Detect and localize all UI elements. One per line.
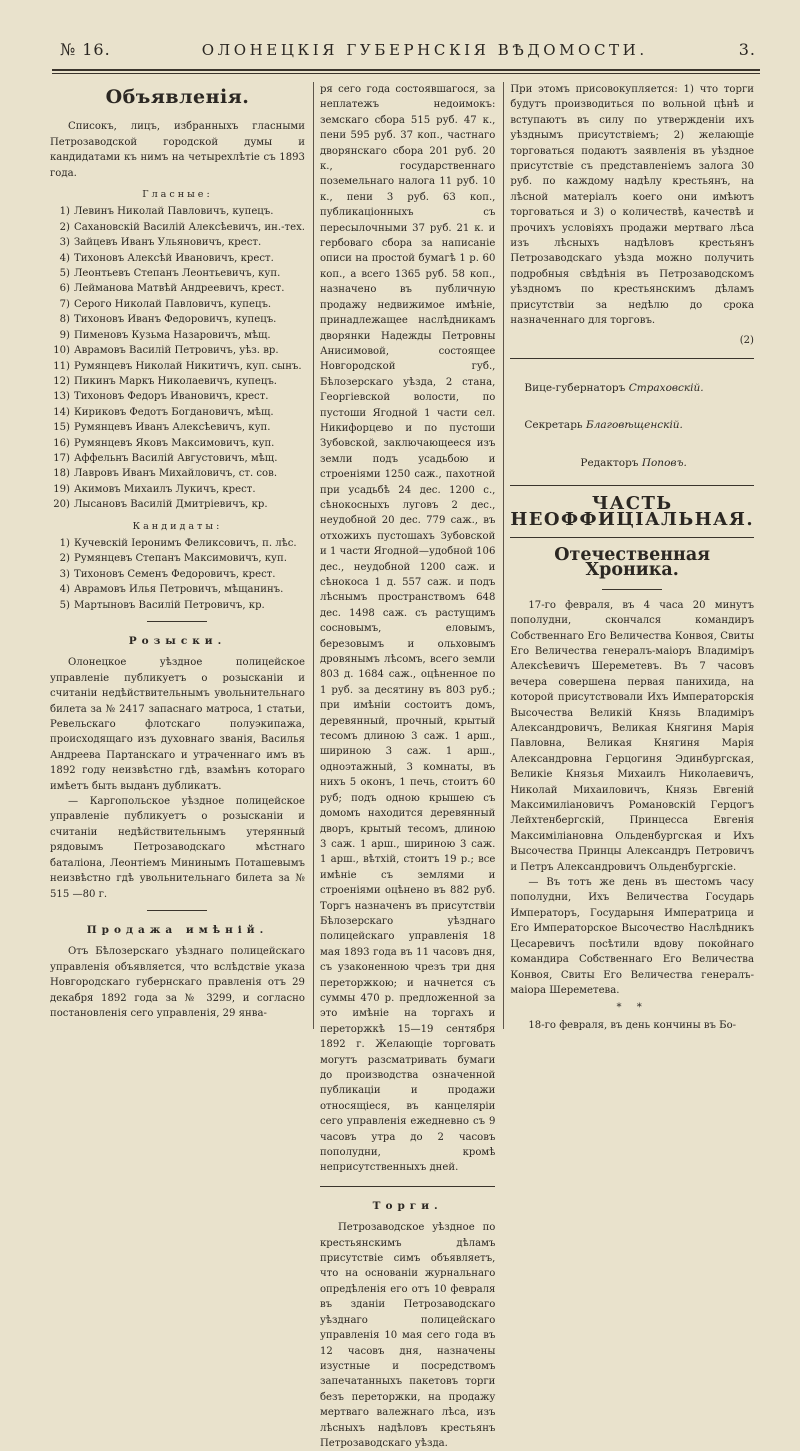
list-item: 2) Сахановскій Василій Алексѣевичъ, ин.-тех. [59, 221, 305, 233]
subheading-members: Гласные: [142, 189, 213, 201]
column-2 [313, 82, 496, 1449]
list-item: 10) Аврамовъ Василій Петровичъ, уѣз. вр. [53, 345, 279, 357]
list-item: 5) Леонтьевъ Степанъ Леонтьевичъ, куп. [59, 268, 281, 280]
list-item: 8) Тихоновъ Иванъ Федоровичъ, купецъ. [59, 314, 277, 326]
subheading-auctions: Торги. [372, 1199, 443, 1212]
subheading-estate-sale: Продажа имѣній. [86, 923, 269, 936]
newspaper-title: ОЛОНЕЦКІЯ ГУБЕРНСКІЯ ВѢДОМОСТИ. [201, 41, 648, 59]
unofficial-part-title: ЧАСТЬ НЕОФФИЦІАЛЬНАЯ. [510, 493, 754, 530]
list-item: 3) Тихоновъ Семенъ Федоровичъ, крест. [59, 568, 276, 580]
subheading-candidates: Кандидаты: [132, 520, 223, 532]
divider [147, 621, 207, 622]
page-header [60, 40, 756, 66]
page-number: 3. [738, 40, 756, 59]
list-item: 18) Лавровъ Иванъ Михайловичъ, ст. сов. [53, 468, 278, 480]
columns [50, 82, 754, 1449]
sale-text-continued: ря сего года состоявшагося, за неплатежъ недоимокъ: земскаго сбора 515 руб. 47 к., пени 595 руб. 37 коп., частнаго дворянскаго сбора 201 руб. 20 к., государственнаго поземельнаго налога 11 руб. 10 к., пени 3 руб. 63 коп., публикаціонныхъ съ пересылочными 37 руб. 21 к. и гербоваго сбора за написаніе описи на простой бумагѣ 1 р. 60 коп., а всего 1365 руб. 58 коп., назначено въ публичную продажу недвижимое имѣніе, принадлежащее наслѣдникамъ дворянки Надежды Петровны Анисимовой, состоящее Новгородской губ., Бѣлозерскаго уѣзда, 2 стана, Георгіевской волости, по пустоши Ягодной 1 части сел. Никифорцево и по пустоши Зубовской, заключающееся изъ земли подъ усадьбою и строеніями 1250 саж., пахотной при усадьбѣ 24 дес. 1200 с., сѣнокосныхъ луговъ 2 дес., неудобной 20 дес. 779 саж., въ отхожихъ пустошахъ Зубовской и 1 части Ягодной—удобной 106 дес., неудобной 1200 саж. и сѣнокоса 1 д. 557 саж. и подъ лѣснымъ пространствомъ 648 дес. 1498 саж. съ растущимъ сосновымъ, еловымъ, березовымъ и ольховымъ дровянымъ лѣсомъ, всего земли 803 д. 1684 саж., оцѣненное по 1 руб. за десятину въ 803 руб.; при имѣніи состоитъ домъ, деревянный, прочный, крытый тесомъ длиною 3 саж. 1 арш., шириною 3 саж. 1 арш., одноэтажный, 3 комнаты, въ нихъ 5 оконъ, 1 печь, стоитъ 60 руб; подъ одною крышею съ домомъ находится деревянный дворъ, крытый тесомъ, длиною 3 саж. 1 арш., шириною 3 саж. 1 арш., вѣтхій, стоитъ 19 р.; все имѣніе съ землями и строеніями оцѣнено въ 882 руб. Торгъ назначенъ въ присутствіи Бѣлозерскаго уѣзднаго полицейскаго управленія 18 мая 1893 года въ 11 часовъ дня, съ узаконенною чрезъ три дня переторжкою; и начнется съ суммы 470 р. предложенной за это имѣніе на торгахъ и переторжкѣ 15—19 сентября 1892 г. Желающіе торговать могутъ разсматривать бумаги до производства означенной публикаціи и продажи относящіеся, въ канцеляріи сего управленія ежедневно съ 9 часовъ утра до 2 часовъ пополудни, кромѣ неприсутственныхъ дней. [319, 84, 496, 1174]
divider [147, 910, 207, 911]
chronicle-title: Отечественная Хроника. [554, 544, 711, 581]
divider [320, 1186, 495, 1187]
list-item: 17) Аффельнъ Василій Августовичъ, мѣщ. [53, 452, 278, 464]
list-item: 11) Румянцевъ Николай Никитичъ, куп. сынъ. [53, 360, 302, 372]
list-item: 13) Тихоновъ Федоръ Ивановичъ, крест. [53, 391, 269, 403]
chronicle-text-3: 18-го февраля, въ день кончины въ Бо- [528, 1019, 737, 1031]
vice-governor-signature: Вице-губернаторъ Страховскій. [524, 381, 704, 394]
list-item: 1) Левинъ Николай Павловичъ, купецъ. [59, 206, 274, 218]
candidates-list [50, 536, 305, 613]
list-item: 9) Пименовъ Кузьма Назаровичъ, мѣщ. [59, 329, 271, 341]
members-list [50, 204, 305, 512]
chronicle-text-1: 17-го февраля, въ 4 часа 20 минутъ пополудни, скончался командиръ Собственнаго Его Величества Конвоя, Свиты Его Величества генералъ-маіоръ Владиміръ Алексѣевичъ Шереметевъ. Въ 7 часовъ вечера совершена первая панихида, на которой присутствовали Ихъ Императорскія Высочества Великій Князь Владиміръ Александровичъ, Великая Княгиня Марія Павловна, Великая Княгиня Марія Александровна Герцогиня Эдинбургская, Великіе Князья Михаилъ Николаевичъ, Николай Михаиловичъ, Князь Евгеній Максимиліановичъ Романовскій Герцогъ Лейхтенбергскій, Принцесса Евгенія Максиміліановна Ольденбургская и Ихъ Высочества Принцы Александръ Петровичъ и Петръ Александровичъ Ольденбургскіе. [510, 599, 754, 873]
list-item: 4) Тихоновъ Алексѣй Ивановичъ, крест. [59, 252, 274, 264]
header-rule [52, 69, 760, 71]
list-item: 20) Лысановъ Василій Дмитріевичъ, кр. [53, 499, 268, 511]
search-notice-1: Олонецкое уѣздное полицейское управленіе публикуетъ о розысканіи и считаніи недѣйствительнымъ увольнительнаго билета за № 2417 запаснаго матроса, 1 статьи, Ревельскаго флотскаго полуэкипажа, происходящаго изъ духовнаго званія, Василья Андреева Партанскаго и утраченнаго имъ въ 1892 году неизвѣстно гдѣ, взамѣнъ котораго имѣетъ быть выданъ дубликатъ. [50, 657, 305, 792]
section-title: Объявленія. [105, 86, 250, 108]
list-item: 5) Мартыновъ Василій Петровичъ, кр. [59, 599, 265, 611]
chronicle-text-2: — Въ тотъ же день въ шестомъ часу пополудни, Ихъ Величества Государь Императоръ, Государыня Императрица и Его Императорское Высочество Наслѣдникъ Цесаревичъ посѣтили вдову покойнаго командира Собственнаго Его Величества Конвоя, Свиты Его Величества генералъ-маіора Шереметева. [510, 877, 754, 996]
auction-text: Петрозаводское уѣздное по крестьянскимъ дѣламъ присутствіе симъ объявляетъ, что на основаніи журнальнаго опредѣленія его отъ 10 февраля въ зданіи Петрозаводскаго уѣзднаго полицейскаго управленія 10 мая сего года въ 12 часовъ дня, назначены изустные и посредствомъ запечатанныхъ пакетовъ торги безъ переторжки, на продажу мертваго валежнаго лѣса, изъ лѣсныхъ надѣловъ крестьянъ Петрозаводскаго уѣзда. [319, 1222, 496, 1449]
list-item: 12) Пикинъ Маркъ Николаевичъ, купецъ. [53, 375, 277, 387]
list-item: 14) Кириковъ Федотъ Богдановичъ, мѣщ. [53, 406, 274, 418]
column-1 [50, 82, 305, 1029]
header-rule-thin [52, 73, 760, 74]
list-item: 15) Румянцевъ Иванъ Алексѣевичъ, куп. [53, 422, 271, 434]
sale-text-start: Отъ Бѣлозерскаго уѣзднаго полицейскаго управленія объявляется, что вслѣдствіе указа Новгородскаго губернскаго правленія отъ 29 декабря 1892 года за № 3299, и согласно постановленія сего управленія, 29 янва- [50, 946, 305, 1019]
list-item: 4) Аврамовъ Илья Петровичъ, мѣщанинъ. [59, 584, 284, 596]
list-item: 7) Серого Николай Павловичъ, купецъ. [59, 298, 272, 310]
list-item: 2) Румянцевъ Степанъ Максимовичъ, куп. [59, 553, 287, 565]
list-item: 3) Зайцевъ Иванъ Ульяновичъ, крест. [59, 237, 262, 249]
divider [510, 358, 754, 359]
list-item: 1) Кучевскій Іеронимъ Феликсовичъ, п. лѣс. [59, 537, 297, 549]
issue-number: № 16. [60, 40, 111, 59]
subheading-searches: Розыски. [128, 635, 227, 647]
column-3 [503, 82, 754, 1029]
secretary-signature: Секретарь Благовѣщенскій. [524, 419, 683, 432]
list-item: 6) Лейманова Матвѣй Андреевичъ, крест. [59, 283, 285, 295]
list-item: 16) Румянцевъ Яковъ Максимовичъ, куп. [53, 437, 275, 449]
divider [510, 485, 754, 486]
separator-stars: * * [616, 1002, 648, 1014]
divider [602, 589, 662, 590]
list-item: 19) Акимовъ Михаилъ Лукичъ, крест. [53, 483, 256, 495]
divider [510, 537, 754, 538]
search-notice-2: — Каргопольское уѣздное полицейское управленіе публикуетъ о розысканіи и считаніи недѣйствительнымъ утерянный рядовымъ Петрозаводскаго мѣстнаго баталіона, Леонтіемъ Мининымъ Поташевымъ неизвѣстно гдѣ увольнительнаго билета за № 515 —80 г. [50, 796, 305, 900]
auction-text-continued: При этомъ присовокупляется: 1) что торги будутъ производиться по вольной цѣнѣ и вступаютъ въ силу по утвержденіи ихъ уѣзднымъ присутствіемъ; 2) желающіе торговаться подаютъ заявленія въ уѣздное присутствіе съ представленіемъ залога 30 руб. по каждому надѣлу крестьянъ, на лѣсной матеріалъ коего они имѣютъ торговаться и 3) о количествѣ, качествѣ и прочихъ условіяхъ продажи мертваго лѣса изъ лѣсныхъ надѣловъ крестьянъ Петрозаводскаго уѣзда можно получить подробныя свѣдѣнія въ Петрозаводскомъ уѣздномъ по крестьянскимъ дѣламъ присутствіи за недѣлю до срока назначеннаго для торговъ. [510, 84, 754, 327]
list-intro: Списокъ, лицъ, избранныхъ гласными Петрозаводской городской думы и кандидатами къ нимъ на четырехлѣтіе съ 1893 года. [50, 121, 305, 179]
editor-signature: Редакторъ Поповъ. [580, 456, 687, 469]
notice-count: (2) [739, 334, 754, 346]
